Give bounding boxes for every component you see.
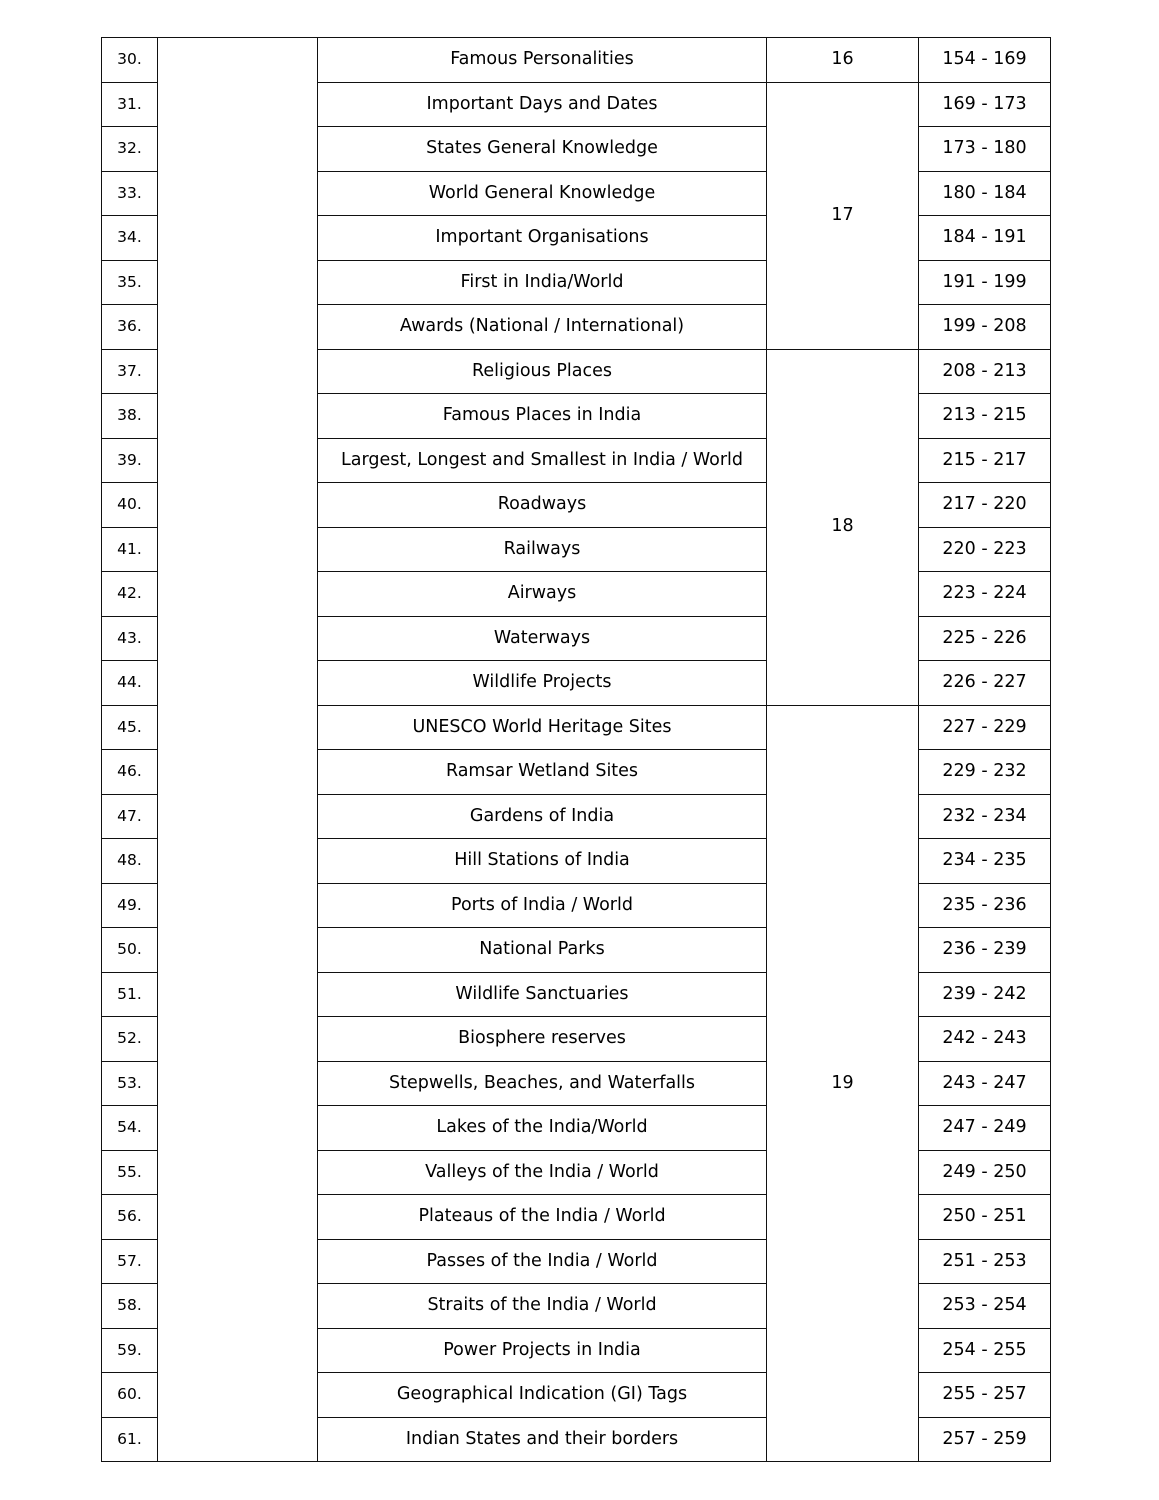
page-range: 220 - 223 xyxy=(919,527,1051,572)
serial-number: 43. xyxy=(102,616,158,661)
page-range: 253 - 254 xyxy=(919,1284,1051,1329)
topic-title: Roadways xyxy=(318,483,767,528)
topic-title: Airways xyxy=(318,572,767,617)
topic-title: Railways xyxy=(318,527,767,572)
serial-number: 45. xyxy=(102,705,158,750)
page-range: 254 - 255 xyxy=(919,1328,1051,1373)
serial-number: 55. xyxy=(102,1150,158,1195)
topic-title: Power Projects in India xyxy=(318,1328,767,1373)
day-number: 19 xyxy=(767,705,919,1462)
topic-title: Lakes of the India/World xyxy=(318,1106,767,1151)
page-range: 236 - 239 xyxy=(919,928,1051,973)
topic-title: Indian States and their borders xyxy=(318,1417,767,1462)
topic-title: Famous Places in India xyxy=(318,394,767,439)
serial-number: 37. xyxy=(102,349,158,394)
page-range: 239 - 242 xyxy=(919,972,1051,1017)
serial-number: 54. xyxy=(102,1106,158,1151)
serial-number: 38. xyxy=(102,394,158,439)
topic-title: National Parks xyxy=(318,928,767,973)
serial-number: 31. xyxy=(102,82,158,127)
page-range: 229 - 232 xyxy=(919,750,1051,795)
serial-number: 60. xyxy=(102,1373,158,1418)
page-range: 235 - 236 xyxy=(919,883,1051,928)
serial-number: 61. xyxy=(102,1417,158,1462)
serial-number: 32. xyxy=(102,127,158,172)
page-range: 232 - 234 xyxy=(919,794,1051,839)
serial-number: 33. xyxy=(102,171,158,216)
page-range: 234 - 235 xyxy=(919,839,1051,884)
serial-number: 52. xyxy=(102,1017,158,1062)
serial-number: 53. xyxy=(102,1061,158,1106)
topic-title: Wildlife Projects xyxy=(318,661,767,706)
day-number: 17 xyxy=(767,82,919,349)
topic-title: World General Knowledge xyxy=(318,171,767,216)
serial-number: 40. xyxy=(102,483,158,528)
serial-number: 39. xyxy=(102,438,158,483)
day-number: 18 xyxy=(767,349,919,705)
serial-number: 42. xyxy=(102,572,158,617)
day-number: 16 xyxy=(767,38,919,83)
page-range: 173 - 180 xyxy=(919,127,1051,172)
topic-title: Plateaus of the India / World xyxy=(318,1195,767,1240)
page-range: 223 - 224 xyxy=(919,572,1051,617)
page-range: 213 - 215 xyxy=(919,394,1051,439)
serial-number: 48. xyxy=(102,839,158,884)
page-range: 243 - 247 xyxy=(919,1061,1051,1106)
serial-number: 46. xyxy=(102,750,158,795)
serial-number: 34. xyxy=(102,216,158,261)
serial-number: 30. xyxy=(102,38,158,83)
topic-title: Ports of India / World xyxy=(318,883,767,928)
serial-number: 56. xyxy=(102,1195,158,1240)
topic-title: Waterways xyxy=(318,616,767,661)
page-range: 255 - 257 xyxy=(919,1373,1051,1418)
topic-title: Valleys of the India / World xyxy=(318,1150,767,1195)
serial-number: 36. xyxy=(102,305,158,350)
page-range: 191 - 199 xyxy=(919,260,1051,305)
page-range: 257 - 259 xyxy=(919,1417,1051,1462)
topic-title: Ramsar Wetland Sites xyxy=(318,750,767,795)
page-range: 215 - 217 xyxy=(919,438,1051,483)
topic-title: Largest, Longest and Smallest in India / World xyxy=(318,438,767,483)
topic-title: UNESCO World Heritage Sites xyxy=(318,705,767,750)
page-range: 249 - 250 xyxy=(919,1150,1051,1195)
page-range: 225 - 226 xyxy=(919,616,1051,661)
serial-number: 41. xyxy=(102,527,158,572)
topic-title: Straits of the India / World xyxy=(318,1284,767,1329)
topic-title: Important Days and Dates xyxy=(318,82,767,127)
serial-number: 59. xyxy=(102,1328,158,1373)
serial-number: 57. xyxy=(102,1239,158,1284)
serial-number: 44. xyxy=(102,661,158,706)
table-row xyxy=(102,38,1051,83)
topic-title: Hill Stations of India xyxy=(318,839,767,884)
page-range: 242 - 243 xyxy=(919,1017,1051,1062)
blank-column xyxy=(158,38,318,1462)
page-range: 226 - 227 xyxy=(919,661,1051,706)
topic-title: Important Organisations xyxy=(318,216,767,261)
page-range: 154 - 169 xyxy=(919,38,1051,83)
page-range: 251 - 253 xyxy=(919,1239,1051,1284)
page-range: 208 - 213 xyxy=(919,349,1051,394)
page-range: 199 - 208 xyxy=(919,305,1051,350)
page-range: 227 - 229 xyxy=(919,705,1051,750)
serial-number: 49. xyxy=(102,883,158,928)
serial-number: 47. xyxy=(102,794,158,839)
topic-title: Famous Personalities xyxy=(318,38,767,83)
topic-title: Stepwells, Beaches, and Waterfalls xyxy=(318,1061,767,1106)
serial-number: 51. xyxy=(102,972,158,1017)
topic-title: States General Knowledge xyxy=(318,127,767,172)
topic-title: Geographical Indication (GI) Tags xyxy=(318,1373,767,1418)
page-range: 247 - 249 xyxy=(919,1106,1051,1151)
page-range: 184 - 191 xyxy=(919,216,1051,261)
page-range: 180 - 184 xyxy=(919,171,1051,216)
topic-title: Religious Places xyxy=(318,349,767,394)
topic-title: First in India/World xyxy=(318,260,767,305)
page-range: 250 - 251 xyxy=(919,1195,1051,1240)
topic-title: Awards (National / International) xyxy=(318,305,767,350)
contents-table xyxy=(101,37,1051,1462)
topic-title: Passes of the India / World xyxy=(318,1239,767,1284)
contents-table-body xyxy=(102,38,1051,1462)
serial-number: 50. xyxy=(102,928,158,973)
serial-number: 58. xyxy=(102,1284,158,1329)
page-range: 217 - 220 xyxy=(919,483,1051,528)
serial-number: 35. xyxy=(102,260,158,305)
topic-title: Biosphere reserves xyxy=(318,1017,767,1062)
topic-title: Wildlife Sanctuaries xyxy=(318,972,767,1017)
topic-title: Gardens of India xyxy=(318,794,767,839)
page-range: 169 - 173 xyxy=(919,82,1051,127)
